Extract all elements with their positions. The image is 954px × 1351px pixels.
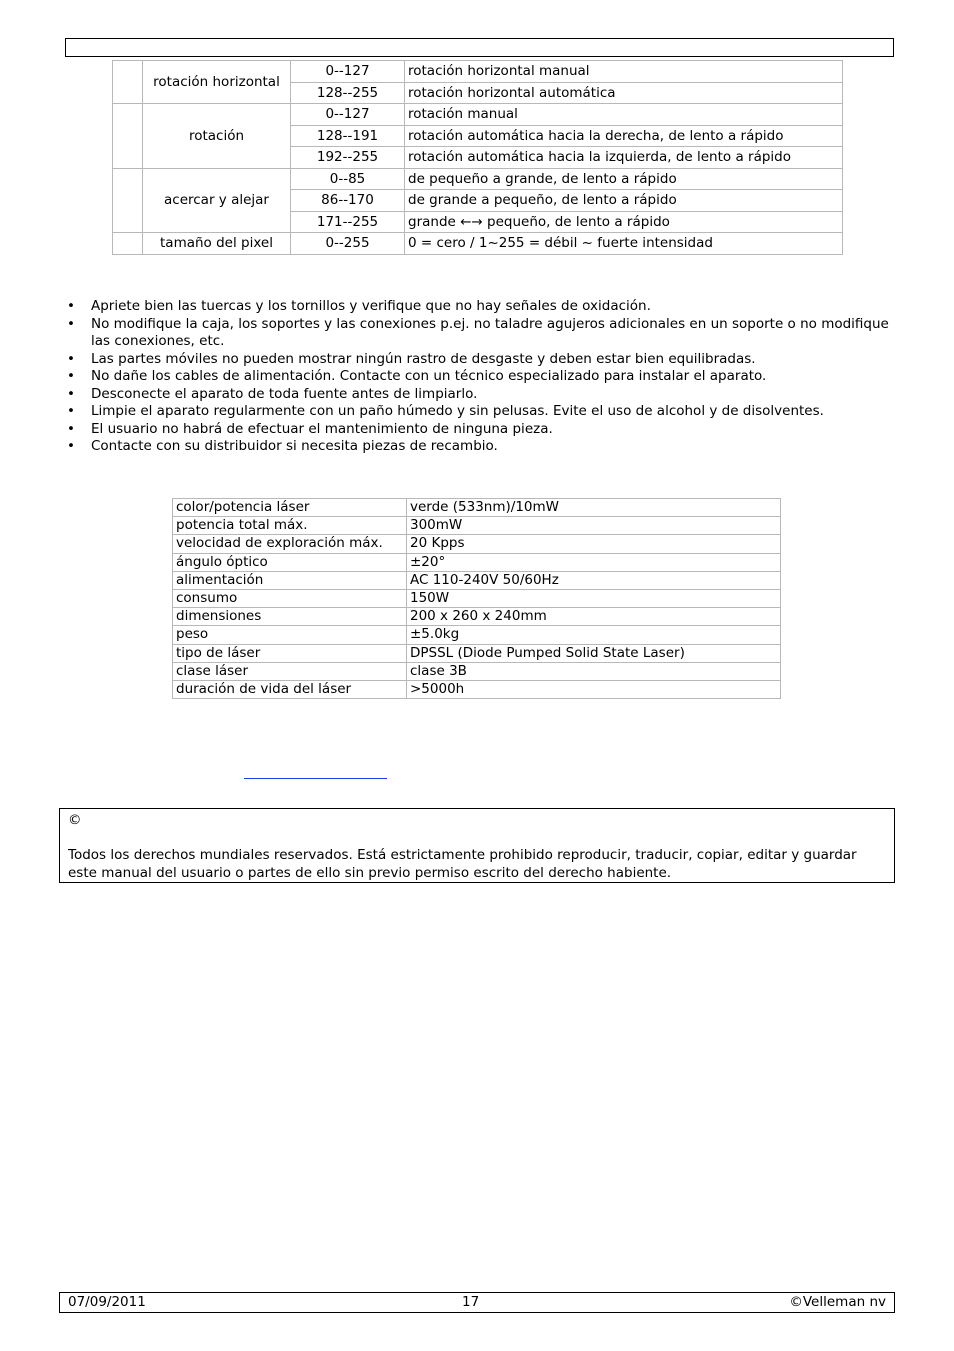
maintenance-list bbox=[65, 298, 895, 456]
spec-label: dimensiones bbox=[173, 608, 407, 626]
value-range-cell: 0--255 bbox=[291, 233, 405, 255]
spec-label: peso bbox=[173, 626, 407, 644]
copyright-text: Todos los derechos mundiales reservados. Está estrictamente prohibido reproducir, traducir, copiar, editar y guardar este manual del usuario o partes de ello sin previo permiso escrito del derecho habiente. bbox=[68, 847, 857, 881]
bullet-icon: • bbox=[67, 368, 75, 384]
list-item: • No dañe los cables de alimentación. Contacte con un técnico especializado para instalar el aparato. bbox=[67, 368, 767, 384]
spec-value: 150W bbox=[407, 589, 781, 607]
bullet-icon: • bbox=[67, 420, 75, 437]
list-item: • Desconecte el aparato de toda fuente antes de limpiarlo. bbox=[67, 385, 478, 402]
hyperlink-underline[interactable] bbox=[244, 778, 387, 779]
spec-label: tipo de láser bbox=[173, 644, 407, 662]
bullet-icon: • bbox=[67, 385, 75, 402]
table-row bbox=[173, 644, 781, 662]
table-row bbox=[173, 535, 781, 553]
list-item: • Las partes móviles no pueden mostrar ningún rastro de desgaste y deben estar bien equilibradas. bbox=[67, 350, 756, 367]
description-cell: grande ←→ pequeño, de lento a rápido bbox=[405, 211, 843, 233]
table-cell bbox=[113, 168, 143, 233]
spec-value: DPSSL (Diode Pumped Solid State Laser) bbox=[407, 644, 781, 662]
spec-label: velocidad de exploración máx. bbox=[173, 535, 407, 553]
copyright-notice bbox=[59, 808, 895, 883]
list-item: • Limpie el aparato regularmente con un paño húmedo y sin pelusas. Evite el uso de alcohol y de disolventes. bbox=[67, 403, 824, 419]
description-cell: rotación manual bbox=[405, 104, 843, 126]
spacer bbox=[68, 830, 886, 848]
spec-label: alimentación bbox=[173, 571, 407, 589]
table-row bbox=[173, 680, 781, 698]
bullet-icon: • bbox=[67, 298, 75, 314]
value-range-cell: 86--170 bbox=[291, 190, 405, 212]
value-range-cell: 128--255 bbox=[291, 82, 405, 104]
value-range-cell: 192--255 bbox=[291, 147, 405, 169]
table-row bbox=[113, 168, 843, 190]
spec-value: ±20° bbox=[407, 553, 781, 571]
table-row bbox=[173, 553, 781, 571]
bullet-icon: • bbox=[67, 403, 75, 419]
spec-value: ±5.0kg bbox=[407, 626, 781, 644]
table-cell bbox=[113, 61, 143, 104]
value-range-cell: 0--85 bbox=[291, 168, 405, 190]
description-cell: rotación automática hacia la izquierda, de lento a rápido bbox=[405, 147, 843, 169]
table-cell bbox=[113, 233, 143, 255]
list-item: • Contacte con su distribuidor si necesita piezas de recambio. bbox=[67, 438, 498, 454]
spec-value: 200 x 260 x 240mm bbox=[407, 608, 781, 626]
table-row bbox=[113, 61, 843, 83]
header-box bbox=[65, 38, 894, 57]
copyright-symbol: © bbox=[68, 812, 82, 828]
value-range-cell: 0--127 bbox=[291, 61, 405, 83]
function-cell: rotación horizontal bbox=[143, 61, 291, 104]
description-cell: 0 = cero / 1~255 = débil ~ fuerte intensidad bbox=[405, 233, 843, 255]
spec-label: potencia total máx. bbox=[173, 517, 407, 535]
spec-value: clase 3B bbox=[407, 662, 781, 680]
list-item: • Apriete bien las tuercas y los tornillos y verifique que no hay señales de oxidación. bbox=[67, 298, 651, 314]
bullet-icon: • bbox=[67, 438, 75, 454]
function-cell: tamaño del pixel bbox=[143, 233, 291, 255]
table-row bbox=[173, 499, 781, 517]
spec-value: 20 Kpps bbox=[407, 535, 781, 553]
bullet-icon: • bbox=[67, 350, 75, 367]
table-row bbox=[173, 608, 781, 626]
spec-label: clase láser bbox=[173, 662, 407, 680]
table-row bbox=[173, 662, 781, 680]
value-range-cell: 128--191 bbox=[291, 125, 405, 147]
function-cell: acercar y alejar bbox=[143, 168, 291, 233]
list-item: • El usuario no habrá de efectuar el mantenimiento de ninguna pieza. bbox=[67, 420, 553, 437]
value-range-cell: 171--255 bbox=[291, 211, 405, 233]
footer-date: 07/09/2011 bbox=[68, 1294, 146, 1310]
bullet-icon: • bbox=[67, 315, 75, 332]
spec-label: ángulo óptico bbox=[173, 553, 407, 571]
channel-table bbox=[112, 60, 843, 255]
function-cell: rotación bbox=[143, 104, 291, 169]
table-row bbox=[173, 626, 781, 644]
list-item: • No modifique la caja, los soportes y las conexiones p.ej. no taladre agujeros adicionales en un soporte o no modifique las conexiones, etc. bbox=[67, 315, 889, 349]
table-row bbox=[173, 517, 781, 535]
description-cell: de pequeño a grande, de lento a rápido bbox=[405, 168, 843, 190]
description-cell: rotación automática hacia la derecha, de lento a rápido bbox=[405, 125, 843, 147]
spec-value: 300mW bbox=[407, 517, 781, 535]
table-row bbox=[173, 589, 781, 607]
spec-label: duración de vida del láser bbox=[173, 680, 407, 698]
table-row bbox=[113, 104, 843, 126]
spec-value: verde (533nm)/10mW bbox=[407, 499, 781, 517]
description-cell: rotación horizontal automática bbox=[405, 82, 843, 104]
description-cell: rotación horizontal manual bbox=[405, 61, 843, 83]
spec-label: consumo bbox=[173, 589, 407, 607]
value-range-cell: 0--127 bbox=[291, 104, 405, 126]
description-cell: de grande a pequeño, de lento a rápido bbox=[405, 190, 843, 212]
page-footer bbox=[59, 1292, 895, 1313]
footer-brand: ©Velleman nv bbox=[789, 1294, 886, 1310]
spec-label: color/potencia láser bbox=[173, 499, 407, 517]
table-row bbox=[113, 233, 843, 255]
table-row bbox=[173, 571, 781, 589]
spec-value: >5000h bbox=[407, 680, 781, 698]
spec-value: AC 110-240V 50/60Hz bbox=[407, 571, 781, 589]
page-number: 17 bbox=[462, 1294, 480, 1310]
table-cell bbox=[113, 104, 143, 169]
spec-table bbox=[172, 498, 781, 699]
